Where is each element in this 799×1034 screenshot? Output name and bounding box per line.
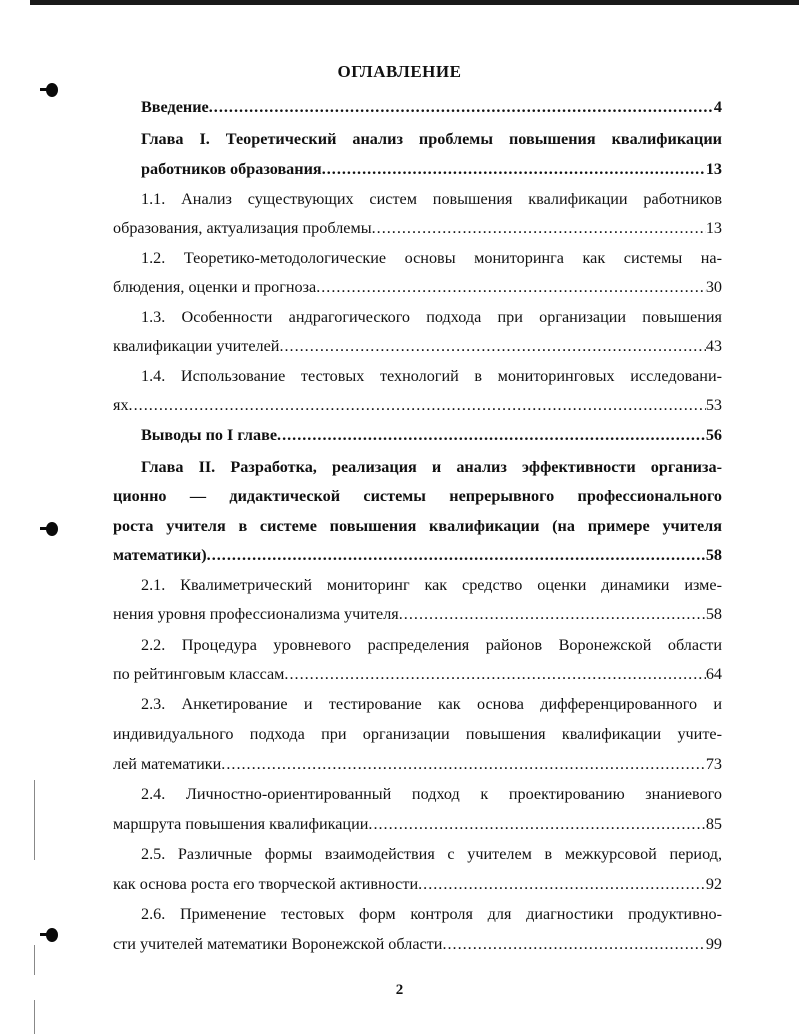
page-number: 2 [395,982,404,998]
toc-page-number: 73 [705,755,722,773]
toc-dot-leader [209,94,714,120]
toc-dot-leader [399,601,706,627]
toc-dot-leader [284,661,705,687]
toc-section-1-3-end [113,333,722,359]
toc-entry-label: квалификации учителей [113,337,280,355]
toc-page-number: 43 [705,337,722,355]
toc-section-2-2-end [113,661,722,687]
toc-section-2-4-end [113,811,722,837]
scan-left-edge-line [34,945,35,975]
toc-dot-leader [316,274,706,300]
punch-hole-mark [46,522,58,536]
toc-dot-leader [372,215,706,241]
toc-page-number: 64 [705,665,722,683]
toc-entry-label: как основа роста его творческой активности [113,875,419,893]
toc-dot-leader [279,333,705,359]
toc-section-2-3: 2.3. Анкетирование и тестирование как основа дифференцированного и [141,695,722,713]
toc-entry-label: математики) [113,546,207,564]
punch-hole-mark [46,83,58,97]
toc-entry-label: ях [113,396,129,414]
toc-page-number: 56 [705,426,722,444]
toc-page-number: 30 [705,278,722,296]
scan-left-edge-line [34,1000,35,1034]
toc-dot-leader [368,811,705,837]
toc-chapter2-heading-line2: ционно — дидактической системы непрерывного профессионального [113,487,722,505]
toc-chapter2-heading-line3: роста учителя в системе повышения квалификации (на примере учителя [113,517,722,535]
toc-entry-label: по рейтинговым классам [113,665,285,683]
toc-page-number: 13 [705,219,722,237]
toc-section-2-1: 2.1. Квалиметрический мониторинг как средство оценки динамики изме- [141,576,722,594]
toc-entry-label: работников образования [141,160,322,178]
toc-entry-chapter1-conclusions [141,422,722,448]
toc-section-2-3-end [113,751,722,777]
toc-dot-leader [221,751,706,777]
toc-chapter2-heading-end [113,542,722,568]
toc-section-1-2-end [113,274,722,300]
toc-page-number: 58 [705,546,722,564]
toc-entry-label: сти учителей математики Воронежской области [113,935,443,953]
toc-section-2-5: 2.5. Различные формы взаимодействия с учителем в межкурсовой период, [141,845,722,863]
toc-page-number: 13 [705,160,722,178]
toc-section-1-4: 1.4. Использование тестовых технологий в мониторинговых исследовани- [141,367,722,385]
toc-page-number: 4 [713,98,722,116]
punch-hole-mark [46,928,58,942]
toc-chapter1-heading-end [141,156,722,182]
toc-section-1-4-end [113,392,722,418]
toc-section-2-5-end [113,871,722,897]
toc-dot-leader [418,871,706,897]
toc-section-2-6-end [113,931,722,957]
toc-entry-label: Введение [141,98,209,116]
toc-entry-label: лей математики [113,755,222,773]
toc-section-1-2: 1.2. Теоретико-методологические основы мониторинга как системы на- [141,249,722,267]
toc-entry-label: Выводы по I главе [141,426,278,444]
toc-page-number: 85 [705,815,722,833]
toc-entry-introduction [141,94,722,120]
toc-dot-leader [129,392,706,418]
toc-chapter2-heading: Глава II. Разработка, реализация и анализ эффективности организа- [141,458,722,476]
toc-section-1-1-end [113,215,722,241]
scan-top-border [30,0,799,5]
toc-section-2-2: 2.2. Процедура уровневого распределения районов Воронежской области [141,636,722,654]
toc-dot-leader [207,542,706,568]
toc-entry-label: маршрута повышения квалификации [113,815,369,833]
toc-page-number: 58 [705,605,722,623]
toc-page-number: 53 [705,396,722,414]
toc-section-1-3: 1.3. Особенности андрагогического подхода при организации повышения [141,308,722,326]
toc-entry-label: нения уровня профессионализма учителя [113,605,399,623]
toc-page-number: 92 [705,875,722,893]
toc-dot-leader [442,931,705,957]
toc-section-2-1-end [113,601,722,627]
toc-section-1-1: 1.1. Анализ существующих систем повышения квалификации работников [141,190,722,208]
toc-section-2-3-line2: индивидуального подхода при организации повышения квалификации учите- [113,725,722,743]
toc-section-2-4: 2.4. Личностно-ориентированный подход к проектированию знаниевого [141,785,722,803]
scan-left-edge-line [34,780,35,860]
toc-entry-label: образования, актуализация проблемы [113,219,372,237]
toc-dot-leader [322,156,706,182]
toc-entry-label: блюдения, оценки и прогноза [113,278,317,296]
toc-section-2-6: 2.6. Применение тестовых форм контроля для диагностики продуктивно- [141,905,722,923]
toc-dot-leader [277,422,706,448]
toc-chapter1-heading: Глава I. Теоретический анализ проблемы повышения квалификации [141,130,722,148]
toc-title: ОГЛАВЛЕНИЕ [337,62,462,81]
toc-page-number: 99 [705,935,722,953]
